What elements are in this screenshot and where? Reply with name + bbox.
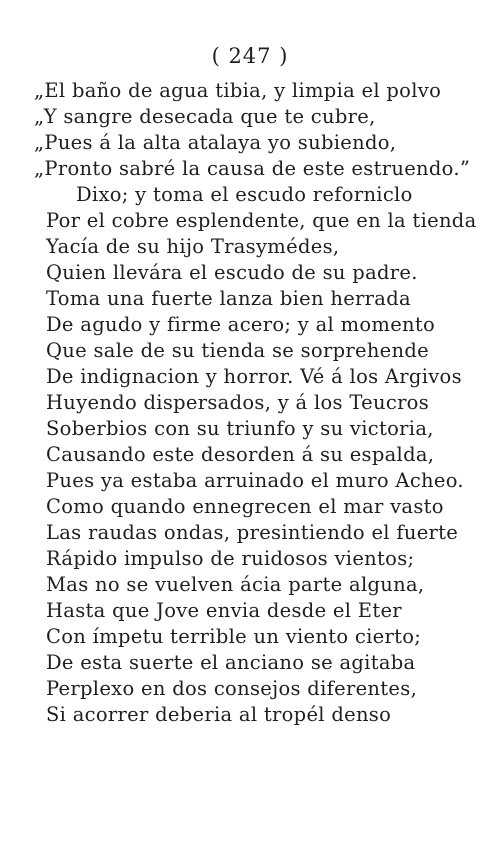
verse-line: Con ímpetu terrible un viento cierto; <box>46 625 422 648</box>
verse-line: „Y sangre desecada que te cubre, <box>34 105 376 128</box>
verse-line: Las raudas ondas, presintiendo el fuerte <box>46 521 459 544</box>
verse-line: Huyendo dispersados, y á los Teucros <box>46 391 430 414</box>
verse-line: Yacía de su hijo Trasymédes, <box>46 235 340 258</box>
verse-line: Hasta que Jove envia desde el Eter <box>46 599 402 622</box>
verse-line: Por el cobre esplendente, que en la tienda <box>46 209 477 232</box>
verse-line: Rápido impulso de ruidosos vientos; <box>46 547 415 570</box>
verse-line: „Pues á la alta atalaya yo subiendo, <box>34 131 397 154</box>
verse-line: Que sale de su tienda se sorprehende <box>46 339 429 362</box>
verse-line: Pues ya estaba arruinado el muro Acheo. <box>46 469 464 492</box>
verse-line: Perplexo en dos consejos diferentes, <box>46 677 418 700</box>
verse-line: Soberbios con su triunfo y su victoria, <box>46 417 434 440</box>
verse-line: Si acorrer deberia al tropél denso <box>46 703 392 726</box>
verse-line: Como quando ennegrecen el mar vasto <box>46 495 444 518</box>
verse-line: De indignacion y horror. Vé á los Argivos <box>46 365 462 388</box>
verse-line: Toma una fuerte lanza bien herrada <box>46 287 411 310</box>
verse-line: „El baño de agua tibia, y limpia el polvo <box>34 79 442 102</box>
verse-line: Mas no se vuelven ácia parte alguna, <box>46 573 425 596</box>
verse-line: „Pronto sabré la causa de este estruendo.” <box>34 157 471 180</box>
verse-line: Dixo; y toma el escudo reforniclo <box>76 183 413 206</box>
verse-line: Causando este desorden á su espalda, <box>46 443 435 466</box>
verse-line: De esta suerte el anciano se agitaba <box>46 651 416 674</box>
verse-line: De agudo y firme acero; y al momento <box>46 313 436 336</box>
page-number: ( 247 ) <box>211 44 289 68</box>
verse-line: Quien llevára el escudo de su padre. <box>46 261 418 284</box>
